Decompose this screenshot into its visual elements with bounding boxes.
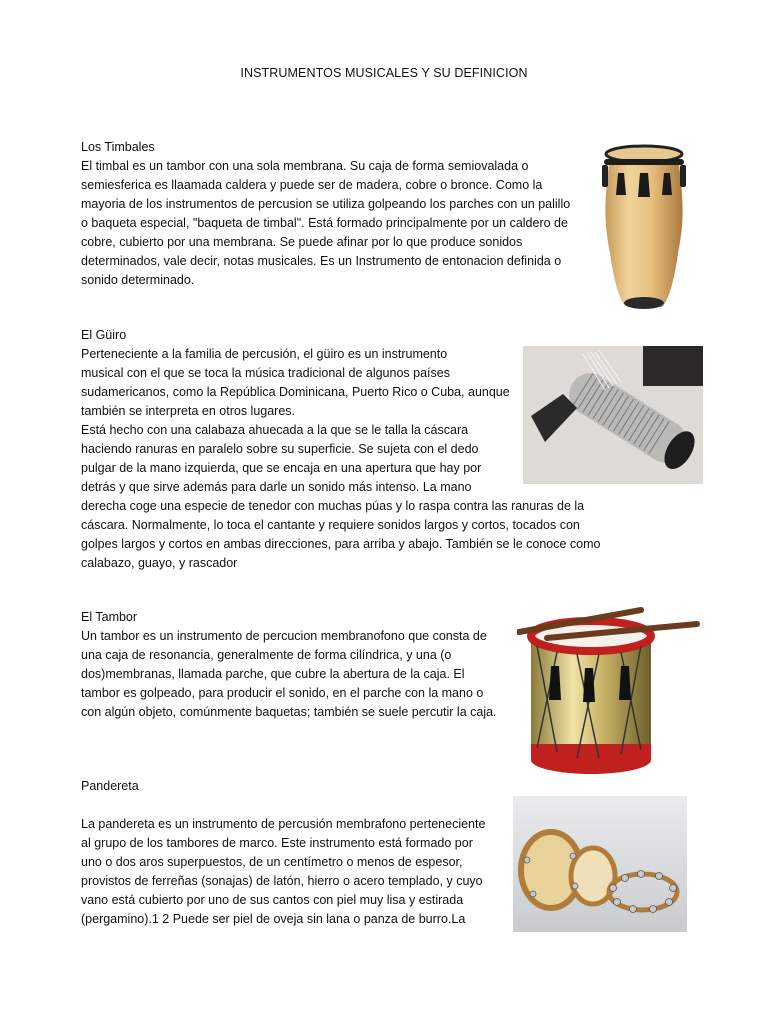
guiro-image bbox=[523, 346, 703, 484]
text-line: Está hecho con una calabaza ahuecada a la que se le talla la cáscara bbox=[81, 423, 469, 437]
text-line: determinados, vale decir, notas musicales. Es un Instrumento de entonacion definida o bbox=[81, 254, 562, 268]
text-line: haciendo ranuras en paralelo sobre su superficie. Se sujeta con el dedo bbox=[81, 442, 479, 456]
text-line: calabazo, guayo, y rascador bbox=[81, 556, 238, 570]
section-pandereta bbox=[81, 777, 501, 929]
snare-drum-image bbox=[517, 606, 701, 778]
text-line: uno o dos aros superpuestos, de un centímetro o menos de espesor, bbox=[81, 855, 463, 869]
conga-drum-image bbox=[596, 143, 692, 313]
text-line: dos)membranas, llamada parche, que cubre la abertura de la caja. El bbox=[81, 667, 465, 681]
document-title: INSTRUMENTOS MUSICALES Y SU DEFINICION bbox=[240, 66, 528, 80]
text-line: sudamericanos, como la República Dominicana, Puerto Rico o Cuba, aunque bbox=[81, 385, 510, 399]
section-timbales bbox=[81, 138, 601, 290]
text-line: vano está cubierto por uno de sus cantos con piel muy lisa y estirada bbox=[81, 893, 464, 907]
text-line: mayoria de los instrumentos de percusion se utiliza golpeando los parches con un palillo bbox=[81, 197, 571, 211]
text-line: golpes largos y cortos en ambas direcciones, para arriba y abajo. También se le conoce como bbox=[81, 537, 601, 551]
text-line: sonido determinado. bbox=[81, 273, 195, 287]
section-heading: El Güiro bbox=[81, 328, 127, 342]
section-heading: Los Timbales bbox=[81, 140, 155, 154]
text-line: El timbal es un tambor con una sola membrana. Su caja de forma semiovalada o bbox=[81, 159, 529, 173]
text-line: al grupo de los tambores de marco. Este instrumento está formado por bbox=[81, 836, 473, 850]
text-line: tambor es golpeado, para producir el sonido, en el parche con la mano o bbox=[81, 686, 484, 700]
text-line bbox=[81, 796, 501, 815]
text-line: con algún objeto, comúnmente baquetas; también se suele percutir la caja. bbox=[81, 705, 497, 719]
text-line: provistos de ferreñas (sonajas) de latón, hierro o acero templado, y cuyo bbox=[81, 874, 483, 888]
text-line: detrás y que sirve además para darle un sonido más intenso. La mano bbox=[81, 480, 472, 494]
text-line: cáscara. Normalmente, lo toca el cantante y requiere sonidos largos y cortos, tocados con bbox=[81, 518, 580, 532]
text-line: La pandereta es un instrumento de percusión membrafono perteneciente bbox=[81, 817, 486, 831]
text-line: semiesferica es llaamada caldera y puede ser de madera, cobre o bronce. Como la bbox=[81, 178, 543, 192]
section-heading: Pandereta bbox=[81, 779, 139, 793]
text-line: cobre, cubierto por una membrana. Se puede afinar por lo que produce sonidos bbox=[81, 235, 523, 249]
text-line: Perteneciente a la familia de percusión, el güiro es un instrumento bbox=[81, 347, 448, 361]
text-line: pulgar de la mano izquierda, que se encaja en una apertura que hay por bbox=[81, 461, 482, 475]
text-line: musical con el que se toca la música tradicional de algunos países bbox=[81, 366, 450, 380]
text-line: Un tambor es un instrumento de percucion membranofono que consta de bbox=[81, 629, 487, 643]
text-line: derecha coge una especie de tenedor con muchas púas y lo raspa contra las ranuras de la bbox=[81, 499, 585, 513]
text-line: también se interpreta en otros lugares. bbox=[81, 404, 296, 418]
section-tambor bbox=[81, 608, 511, 722]
text-line: (pergamino).1 2 Puede ser piel de oveja sin lana o panza de burro.La bbox=[81, 912, 466, 926]
text-line: una caja de resonancia, generalmente de forma cilíndrica, y una (o bbox=[81, 648, 452, 662]
tambourine-image bbox=[513, 796, 687, 932]
text-line: o baqueta especial, "baqueta de timbal". Está formado principalmente por un caldero de bbox=[81, 216, 568, 230]
section-heading: El Tambor bbox=[81, 610, 138, 624]
